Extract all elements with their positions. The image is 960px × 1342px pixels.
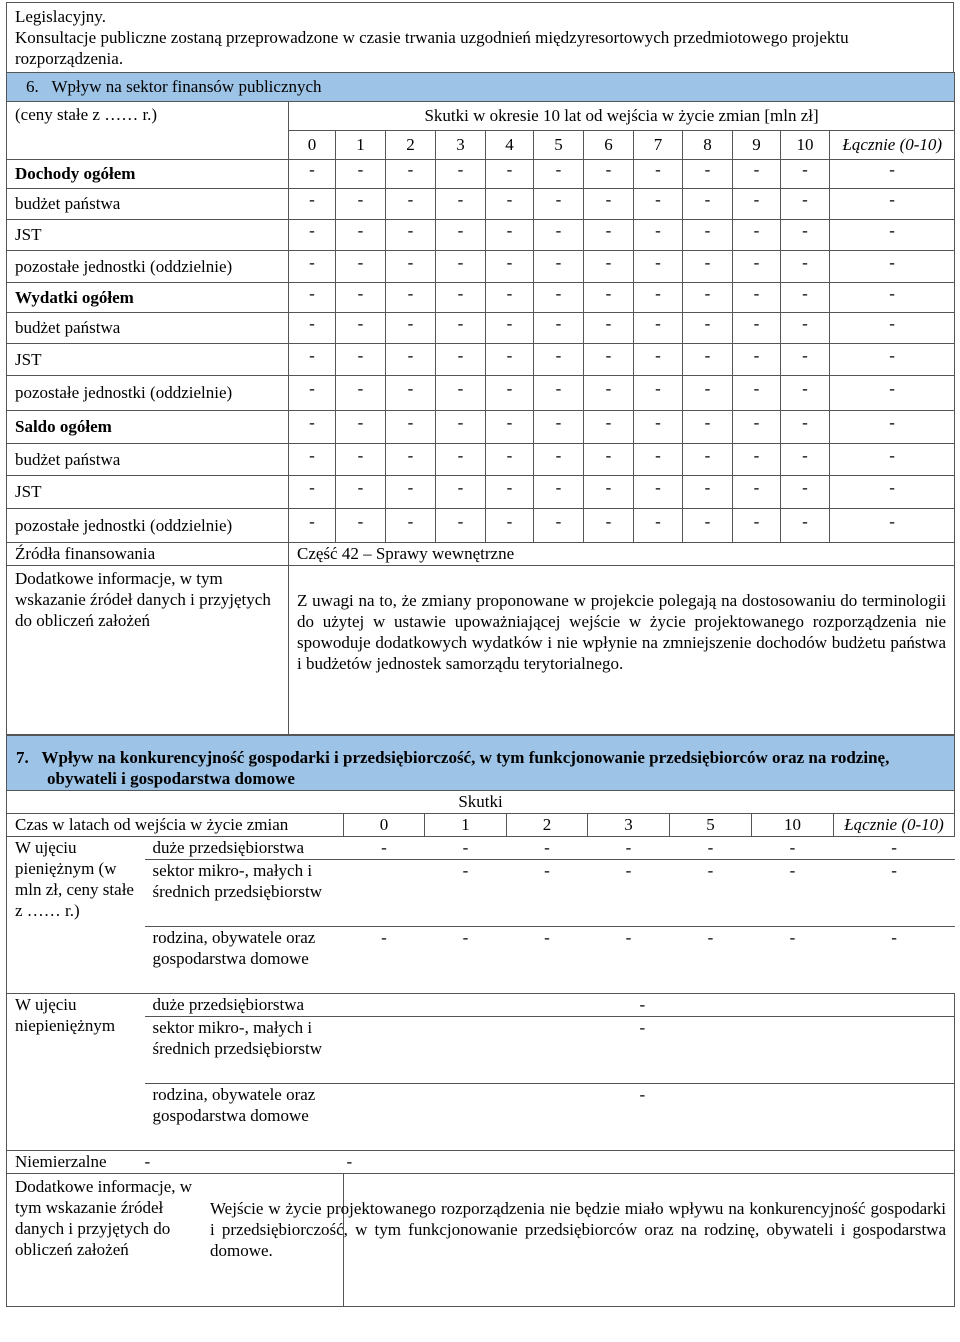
monetary-value: - — [344, 927, 425, 994]
row-value: - — [534, 313, 584, 344]
row-value: - — [830, 189, 955, 220]
row-value: - — [386, 251, 436, 283]
section-7-title: Wpływ na konkurencyjność gospodarki i przedsiębiorczość, w tym funkcjonowanie przedsiębiorców oraz na rodzinę, obywateli i gospodarstwa domowe — [41, 748, 890, 788]
monetary-row-label: duże przedsiębiorstwa — [145, 837, 344, 860]
monetary-value: - — [834, 860, 955, 927]
row-value: - — [436, 283, 486, 313]
row-value: - — [781, 509, 830, 543]
intro-box — [6, 2, 954, 72]
row-value: - — [634, 344, 683, 376]
row-value: - — [781, 376, 830, 411]
row-value: - — [336, 283, 386, 313]
row-value: - — [634, 189, 683, 220]
row-value: - — [486, 344, 534, 376]
row-value: - — [289, 376, 336, 411]
row-value: - — [436, 220, 486, 251]
row-value: - — [634, 313, 683, 344]
nonmonetary-row-label: sektor mikro-, małych i średnich przedsiębiorstw — [145, 1017, 344, 1084]
row-value: - — [336, 313, 386, 344]
finance-row — [7, 283, 955, 313]
document-page — [6, 2, 954, 1307]
row-label: JST — [7, 344, 289, 376]
row-value: - — [336, 444, 386, 476]
sources-value: Część 42 – Sprawy wewnętrzne — [289, 543, 955, 566]
monetary-row — [7, 927, 955, 994]
row-value: - — [733, 444, 781, 476]
monetary-value: - — [588, 837, 670, 860]
year-header: 6 — [584, 131, 634, 160]
monetary-value: - — [834, 837, 955, 860]
row-value: - — [436, 313, 486, 344]
row-value: - — [289, 189, 336, 220]
row-value: - — [830, 411, 955, 444]
row-value: - — [683, 251, 733, 283]
row-value: - — [336, 509, 386, 543]
row-value: - — [634, 283, 683, 313]
row-value: - — [534, 160, 584, 189]
row-label: JST — [7, 220, 289, 251]
row-value: - — [830, 444, 955, 476]
section-7-number: 7. — [16, 748, 29, 767]
monetary-value: - — [425, 860, 507, 927]
row-label: Wydatki ogółem — [7, 283, 289, 313]
row-value: - — [584, 476, 634, 509]
row-value: - — [486, 220, 534, 251]
row-value: - — [289, 220, 336, 251]
row-value: - — [534, 220, 584, 251]
row-value: - — [386, 444, 436, 476]
finance-row — [7, 476, 955, 509]
finance-row — [7, 160, 955, 189]
row-value: - — [830, 476, 955, 509]
row-value: - — [289, 344, 336, 376]
year-header: 8 — [683, 131, 733, 160]
finance-row — [7, 251, 955, 283]
s7-year-header: 1 — [425, 814, 507, 837]
row-value: - — [733, 411, 781, 444]
row-value: - — [733, 251, 781, 283]
row-label: pozostałe jednostki (oddzielnie) — [7, 251, 289, 283]
section-7-table — [6, 735, 955, 1307]
year-header: 9 — [733, 131, 781, 160]
s7-year-header: 5 — [670, 814, 752, 837]
s7-extra-value-cell — [210, 1174, 955, 1307]
year-header: 3 — [436, 131, 486, 160]
monetary-value: - — [588, 860, 670, 927]
nonmonetary-label: W ujęciu niepieniężnym — [7, 994, 145, 1151]
monetary-row — [7, 837, 955, 860]
year-header: 7 — [634, 131, 683, 160]
row-value: - — [683, 509, 733, 543]
row-value: - — [830, 160, 955, 189]
section-6-title: Wpływ na sektor finansów publicznych — [51, 77, 322, 96]
row-value: - — [386, 344, 436, 376]
row-value: - — [289, 251, 336, 283]
row-value: - — [781, 476, 830, 509]
monetary-value: - — [752, 837, 834, 860]
nonmonetary-row-label: rodzina, obywatele oraz gospodarstwa domowe — [145, 1084, 344, 1151]
row-value: - — [830, 283, 955, 313]
section-7-header — [7, 736, 955, 791]
row-value: - — [584, 444, 634, 476]
section-6-extra-value: Z uwagi na to, że zmiany proponowane w projekcie polegają na dostosowaniu do terminologii do użytej w ustawie upoważniającej wejście w życie projektowanego rozporządzenia nie spowoduje dodatkowych wydatków i nie wpłynie na zmniejszenie dochodów budżetu państwa i budżetów jednostek samorządu terytorialnego. — [289, 566, 955, 735]
row-label: Saldo ogółem — [7, 411, 289, 444]
row-value: - — [436, 189, 486, 220]
row-value: - — [289, 313, 336, 344]
row-value: - — [534, 283, 584, 313]
s7-total-header: Łącznie (0-10) — [834, 814, 955, 837]
row-value: - — [733, 283, 781, 313]
monetary-value: - — [425, 837, 507, 860]
row-value: - — [781, 444, 830, 476]
row-value: - — [781, 411, 830, 444]
section-6-extra-label: Dodatkowe informacje, w tym wskazanie źródeł danych i przyjętych do obliczeń założeń — [7, 566, 289, 735]
monetary-value: - — [752, 927, 834, 994]
row-value: - — [634, 160, 683, 189]
unmeasurable-label: Niemierzalne — [7, 1151, 145, 1174]
finance-row — [7, 313, 955, 344]
row-value: - — [534, 444, 584, 476]
row-value: - — [683, 220, 733, 251]
time-label: Czas w latach od wejścia w życie zmian — [7, 814, 344, 837]
row-value: - — [733, 476, 781, 509]
finance-row — [7, 344, 955, 376]
row-value: - — [683, 283, 733, 313]
row-label: JST — [7, 476, 289, 509]
monetary-value: - — [752, 860, 834, 927]
row-label: Dochody ogółem — [7, 160, 289, 189]
row-value: - — [584, 509, 634, 543]
row-value: - — [436, 344, 486, 376]
s7-year-header: 3 — [588, 814, 670, 837]
intro-line-2: Konsultacje publiczne zostaną przeprowadzone w czasie trwania uzgodnień międzyresortowych przedmiotowego projektu rozporządzenia. — [15, 28, 849, 68]
row-value: - — [634, 251, 683, 283]
row-value: - — [830, 220, 955, 251]
monetary-value: - — [507, 860, 588, 927]
prices-label: (ceny stałe z …… r.) — [7, 102, 289, 160]
finance-row — [7, 444, 955, 476]
monetary-label: W ujęciu pieniężnym (w mln zł, ceny stałe z …… r.) — [7, 837, 145, 994]
row-value: - — [584, 283, 634, 313]
row-value: - — [486, 509, 534, 543]
row-value: - — [386, 189, 436, 220]
row-value: - — [386, 220, 436, 251]
row-value: - — [634, 444, 683, 476]
year-header: 10 — [781, 131, 830, 160]
row-value: - — [634, 376, 683, 411]
finance-row — [7, 220, 955, 251]
row-value: - — [336, 376, 386, 411]
row-value: - — [683, 444, 733, 476]
row-value: - — [436, 160, 486, 189]
row-value: - — [336, 220, 386, 251]
row-value: - — [683, 189, 733, 220]
row-value: - — [386, 509, 436, 543]
row-value: - — [336, 160, 386, 189]
monetary-row-label: rodzina, obywatele oraz gospodarstwa domowe — [145, 927, 344, 994]
year-header: 5 — [534, 131, 584, 160]
row-value: - — [830, 376, 955, 411]
row-value: - — [683, 160, 733, 189]
monetary-value: - — [507, 927, 588, 994]
s7-years-header-row — [7, 814, 955, 837]
row-value: - — [781, 344, 830, 376]
row-value: - — [733, 509, 781, 543]
section-6-header — [7, 73, 955, 102]
row-value: - — [336, 251, 386, 283]
row-value: - — [436, 476, 486, 509]
nonmonetary-row-label: duże przedsiębiorstwa — [145, 994, 344, 1017]
row-value: - — [386, 411, 436, 444]
row-value: - — [386, 313, 436, 344]
effects-label: Skutki w okresie 10 lat od wejścia w życie zmian [mln zł] — [289, 102, 955, 131]
nonmonetary-row — [7, 994, 955, 1017]
row-value: - — [486, 160, 534, 189]
monetary-value — [344, 860, 425, 927]
total-header: Łącznie (0-10) — [830, 131, 955, 160]
nonmonetary-row — [7, 1017, 955, 1084]
row-value: - — [486, 376, 534, 411]
row-value: - — [386, 476, 436, 509]
unmeasurable-value-2: - — [344, 1151, 955, 1174]
row-value: - — [534, 509, 584, 543]
row-value: - — [486, 444, 534, 476]
monetary-value: - — [588, 927, 670, 994]
monetary-value: - — [670, 927, 752, 994]
row-label: pozostałe jednostki (oddzielnie) — [7, 376, 289, 411]
monetary-row — [7, 860, 955, 927]
row-value: - — [683, 476, 733, 509]
row-value: - — [584, 344, 634, 376]
row-value: - — [830, 344, 955, 376]
row-value: - — [683, 376, 733, 411]
monetary-value: - — [670, 837, 752, 860]
year-header: 2 — [386, 131, 436, 160]
row-value: - — [584, 376, 634, 411]
row-value: - — [486, 476, 534, 509]
finance-row — [7, 376, 955, 411]
row-value: - — [486, 411, 534, 444]
row-value: - — [336, 411, 386, 444]
monetary-row-label: sektor mikro-, małych i średnich przedsiębiorstw — [145, 860, 344, 927]
section-6-table — [6, 72, 955, 735]
row-value: - — [584, 220, 634, 251]
row-value: - — [634, 476, 683, 509]
nonmonetary-value: - — [344, 1017, 955, 1084]
monetary-value: - — [834, 927, 955, 994]
row-value: - — [781, 313, 830, 344]
nonmonetary-value: - — [344, 1084, 955, 1151]
row-value: - — [534, 251, 584, 283]
row-value: - — [289, 411, 336, 444]
row-value: - — [289, 283, 336, 313]
row-value: - — [289, 444, 336, 476]
row-value: - — [486, 283, 534, 313]
row-label: budżet państwa — [7, 313, 289, 344]
row-value: - — [534, 411, 584, 444]
intro-cell — [7, 3, 954, 73]
row-value: - — [289, 160, 336, 189]
row-value: - — [683, 411, 733, 444]
monetary-value: - — [507, 837, 588, 860]
row-value: - — [386, 160, 436, 189]
row-value: - — [534, 189, 584, 220]
row-value: - — [781, 220, 830, 251]
row-value: - — [733, 189, 781, 220]
row-label: budżet państwa — [7, 444, 289, 476]
row-value: - — [830, 313, 955, 344]
nonmonetary-value: - — [344, 994, 955, 1017]
row-label: budżet państwa — [7, 189, 289, 220]
year-header: 0 — [289, 131, 336, 160]
row-value: - — [436, 376, 486, 411]
row-value: - — [486, 189, 534, 220]
row-value: - — [830, 509, 955, 543]
row-value: - — [634, 411, 683, 444]
row-value: - — [534, 476, 584, 509]
monetary-value: - — [670, 860, 752, 927]
row-value: - — [733, 344, 781, 376]
s7-year-header: 2 — [507, 814, 588, 837]
row-value: - — [534, 344, 584, 376]
row-value: - — [781, 160, 830, 189]
year-header: 1 — [336, 131, 386, 160]
row-value: - — [534, 376, 584, 411]
row-value: - — [683, 313, 733, 344]
row-value: - — [336, 476, 386, 509]
s7-year-header: 0 — [344, 814, 425, 837]
row-value: - — [386, 376, 436, 411]
s7-extra-label: Dodatkowe informacje, w tym wskazanie źródeł danych i przyjętych do obliczeń założeń — [15, 1177, 193, 1259]
row-value: - — [486, 251, 534, 283]
row-value: - — [436, 444, 486, 476]
row-value: - — [733, 220, 781, 251]
row-value: - — [683, 344, 733, 376]
row-value: - — [289, 476, 336, 509]
row-value: - — [830, 251, 955, 283]
row-value: - — [436, 411, 486, 444]
row-value: - — [733, 313, 781, 344]
row-value: - — [336, 189, 386, 220]
row-value: - — [781, 251, 830, 283]
row-value: - — [386, 283, 436, 313]
row-value: - — [584, 313, 634, 344]
sources-label: Źródła finansowania — [7, 543, 289, 566]
monetary-value: - — [425, 927, 507, 994]
row-value: - — [781, 189, 830, 220]
row-value: - — [584, 160, 634, 189]
row-value: - — [289, 509, 336, 543]
intro-line-1: Legislacyjny. — [15, 7, 106, 26]
unmeasurable-value-1: - — [145, 1151, 344, 1174]
row-value: - — [584, 411, 634, 444]
row-value: - — [436, 251, 486, 283]
finance-row — [7, 189, 955, 220]
row-value: - — [733, 376, 781, 411]
s7-extra-value: Wejście w życie projektowanego rozporządzenia nie będzie miało wpływu na konkurencyjność gospodarki i przedsiębiorczość, w tym funkcjonowanie przedsiębiorców oraz na rodzinę, obywateli i gospodarstwa domowe. — [210, 1199, 947, 1260]
s7-effects-label: Skutki — [7, 791, 955, 814]
row-value: - — [634, 220, 683, 251]
finance-row — [7, 509, 955, 543]
row-value: - — [733, 160, 781, 189]
row-label: pozostałe jednostki (oddzielnie) — [7, 509, 289, 543]
row-value: - — [486, 313, 534, 344]
row-value: - — [781, 283, 830, 313]
row-value: - — [634, 509, 683, 543]
monetary-value: - — [344, 837, 425, 860]
row-value: - — [436, 509, 486, 543]
finance-row — [7, 411, 955, 444]
s7-year-header: 10 — [752, 814, 834, 837]
year-header: 4 — [486, 131, 534, 160]
row-value: - — [584, 189, 634, 220]
row-value: - — [336, 344, 386, 376]
nonmonetary-row — [7, 1084, 955, 1151]
section-6-number: 6. — [26, 77, 39, 96]
row-value: - — [584, 251, 634, 283]
